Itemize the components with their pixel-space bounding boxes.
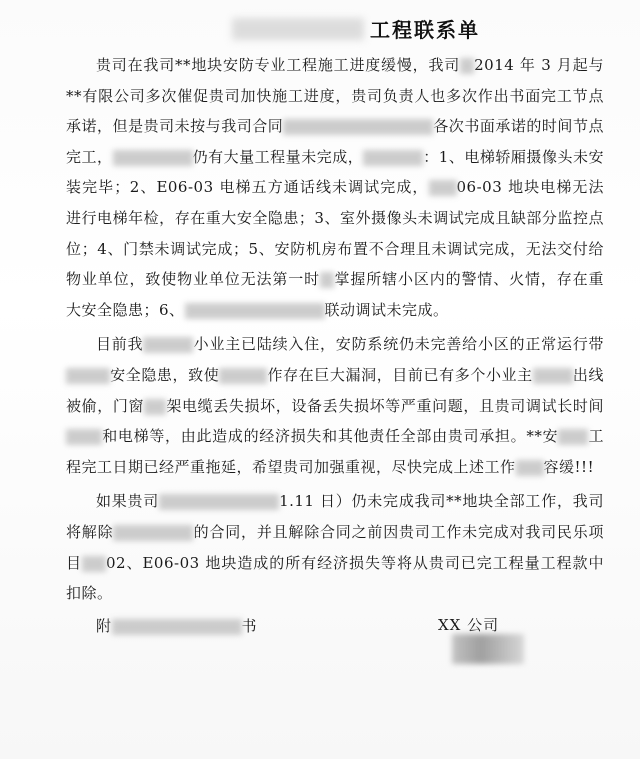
text-run: 出线被偷，门窗: [66, 365, 604, 415]
text-run: 联动调试未完成。: [324, 300, 449, 319]
text-run: 仍有大量工程量未完成，: [192, 147, 364, 166]
attachment-label: 附: [96, 616, 112, 635]
redaction: [363, 150, 423, 166]
text-run: 1.11 日）仍未完成我司**地块全部工作，我司将解除: [66, 492, 604, 541]
redaction: [82, 556, 106, 572]
attachment-label: 书: [241, 616, 258, 635]
text-run: 各次书面承诺的时间节点完工，: [66, 117, 604, 166]
text-run: 的合同，并且解除合同之前因贵司工作未完成对我司民乐项目: [66, 522, 604, 572]
text-run: 目前我: [96, 335, 144, 354]
redaction: [558, 429, 588, 445]
redaction: [66, 429, 102, 445]
redaction: [533, 368, 573, 384]
redaction: [143, 337, 193, 353]
title-row: [0, 14, 640, 44]
text-run: 小业主已陆续入住，安防系统仍未完善给小区的正常运行带: [193, 335, 604, 354]
paragraph-2: [66, 329, 604, 482]
text-run: 架电缆丢失损坏，设备丢失损坏等严重问题，且贵司调试长时间: [166, 396, 604, 415]
redaction: [185, 303, 325, 319]
document-title: 工程联系单: [370, 18, 480, 42]
paragraph-1: [66, 50, 604, 325]
redaction: [66, 368, 110, 384]
signature-company: XX 公司: [438, 616, 500, 634]
redaction: [460, 58, 474, 74]
title-redaction: [232, 18, 364, 40]
document-body: [66, 50, 604, 641]
text-run: 作存在巨大漏洞，目前已有多个小业主: [267, 365, 533, 384]
redaction: [113, 525, 193, 541]
redaction: [283, 119, 433, 135]
text-run: 容缓!!!: [543, 457, 595, 476]
text-run: 06-03 地块电梯无法进行电梯年检，存在重大安全隐患；3、室外摄像头未调试完成且缺部分监控点位；4、门禁未调试完成；5、安防机房布置不合理且未调试完成，无法交付给物业单位，致使物业单位无法第一时: [66, 178, 604, 289]
text-run: 工程完工日期已经严重拖延，希望贵司加强重视，尽快完成上述工作: [66, 427, 604, 476]
text-run: 2014 年 3 月起与**有限公司多次催促贵司加快施工进度，贵司负责人也多次作出书面完工节点承诺，但是贵司未按与我司合同: [66, 56, 604, 136]
redaction: [113, 150, 193, 166]
redaction: [112, 619, 242, 635]
redaction: [320, 272, 334, 288]
text-run: ：1、电梯轿厢摄像头未安装完毕；2、E06-03 电梯五方通话线未调试完成，: [66, 147, 604, 197]
text-run: 和电梯等，由此造成的经济损失和其他责任全部由贵司承担。**安: [102, 427, 559, 446]
text-run: 02、E06-03 地块造成的所有经济损失等将从贵司已完工程量工程款中扣除。: [66, 553, 604, 603]
text-run: 安全隐患，致使: [110, 365, 220, 384]
paragraph-3: [66, 486, 604, 608]
redaction: [144, 399, 166, 415]
stamp-redaction: [452, 634, 524, 664]
redaction: [219, 368, 267, 384]
text-run: 掌握所辖小区内的警情、火情，存在重大安全隐患；6、: [66, 270, 604, 319]
redaction: [159, 494, 279, 510]
redaction: [429, 180, 457, 196]
redaction: [516, 460, 544, 476]
text-run: 贵司在我司**地块安防专业工程施工进度缓慢，我司: [96, 56, 461, 74]
text-run: 如果贵司: [96, 492, 160, 511]
